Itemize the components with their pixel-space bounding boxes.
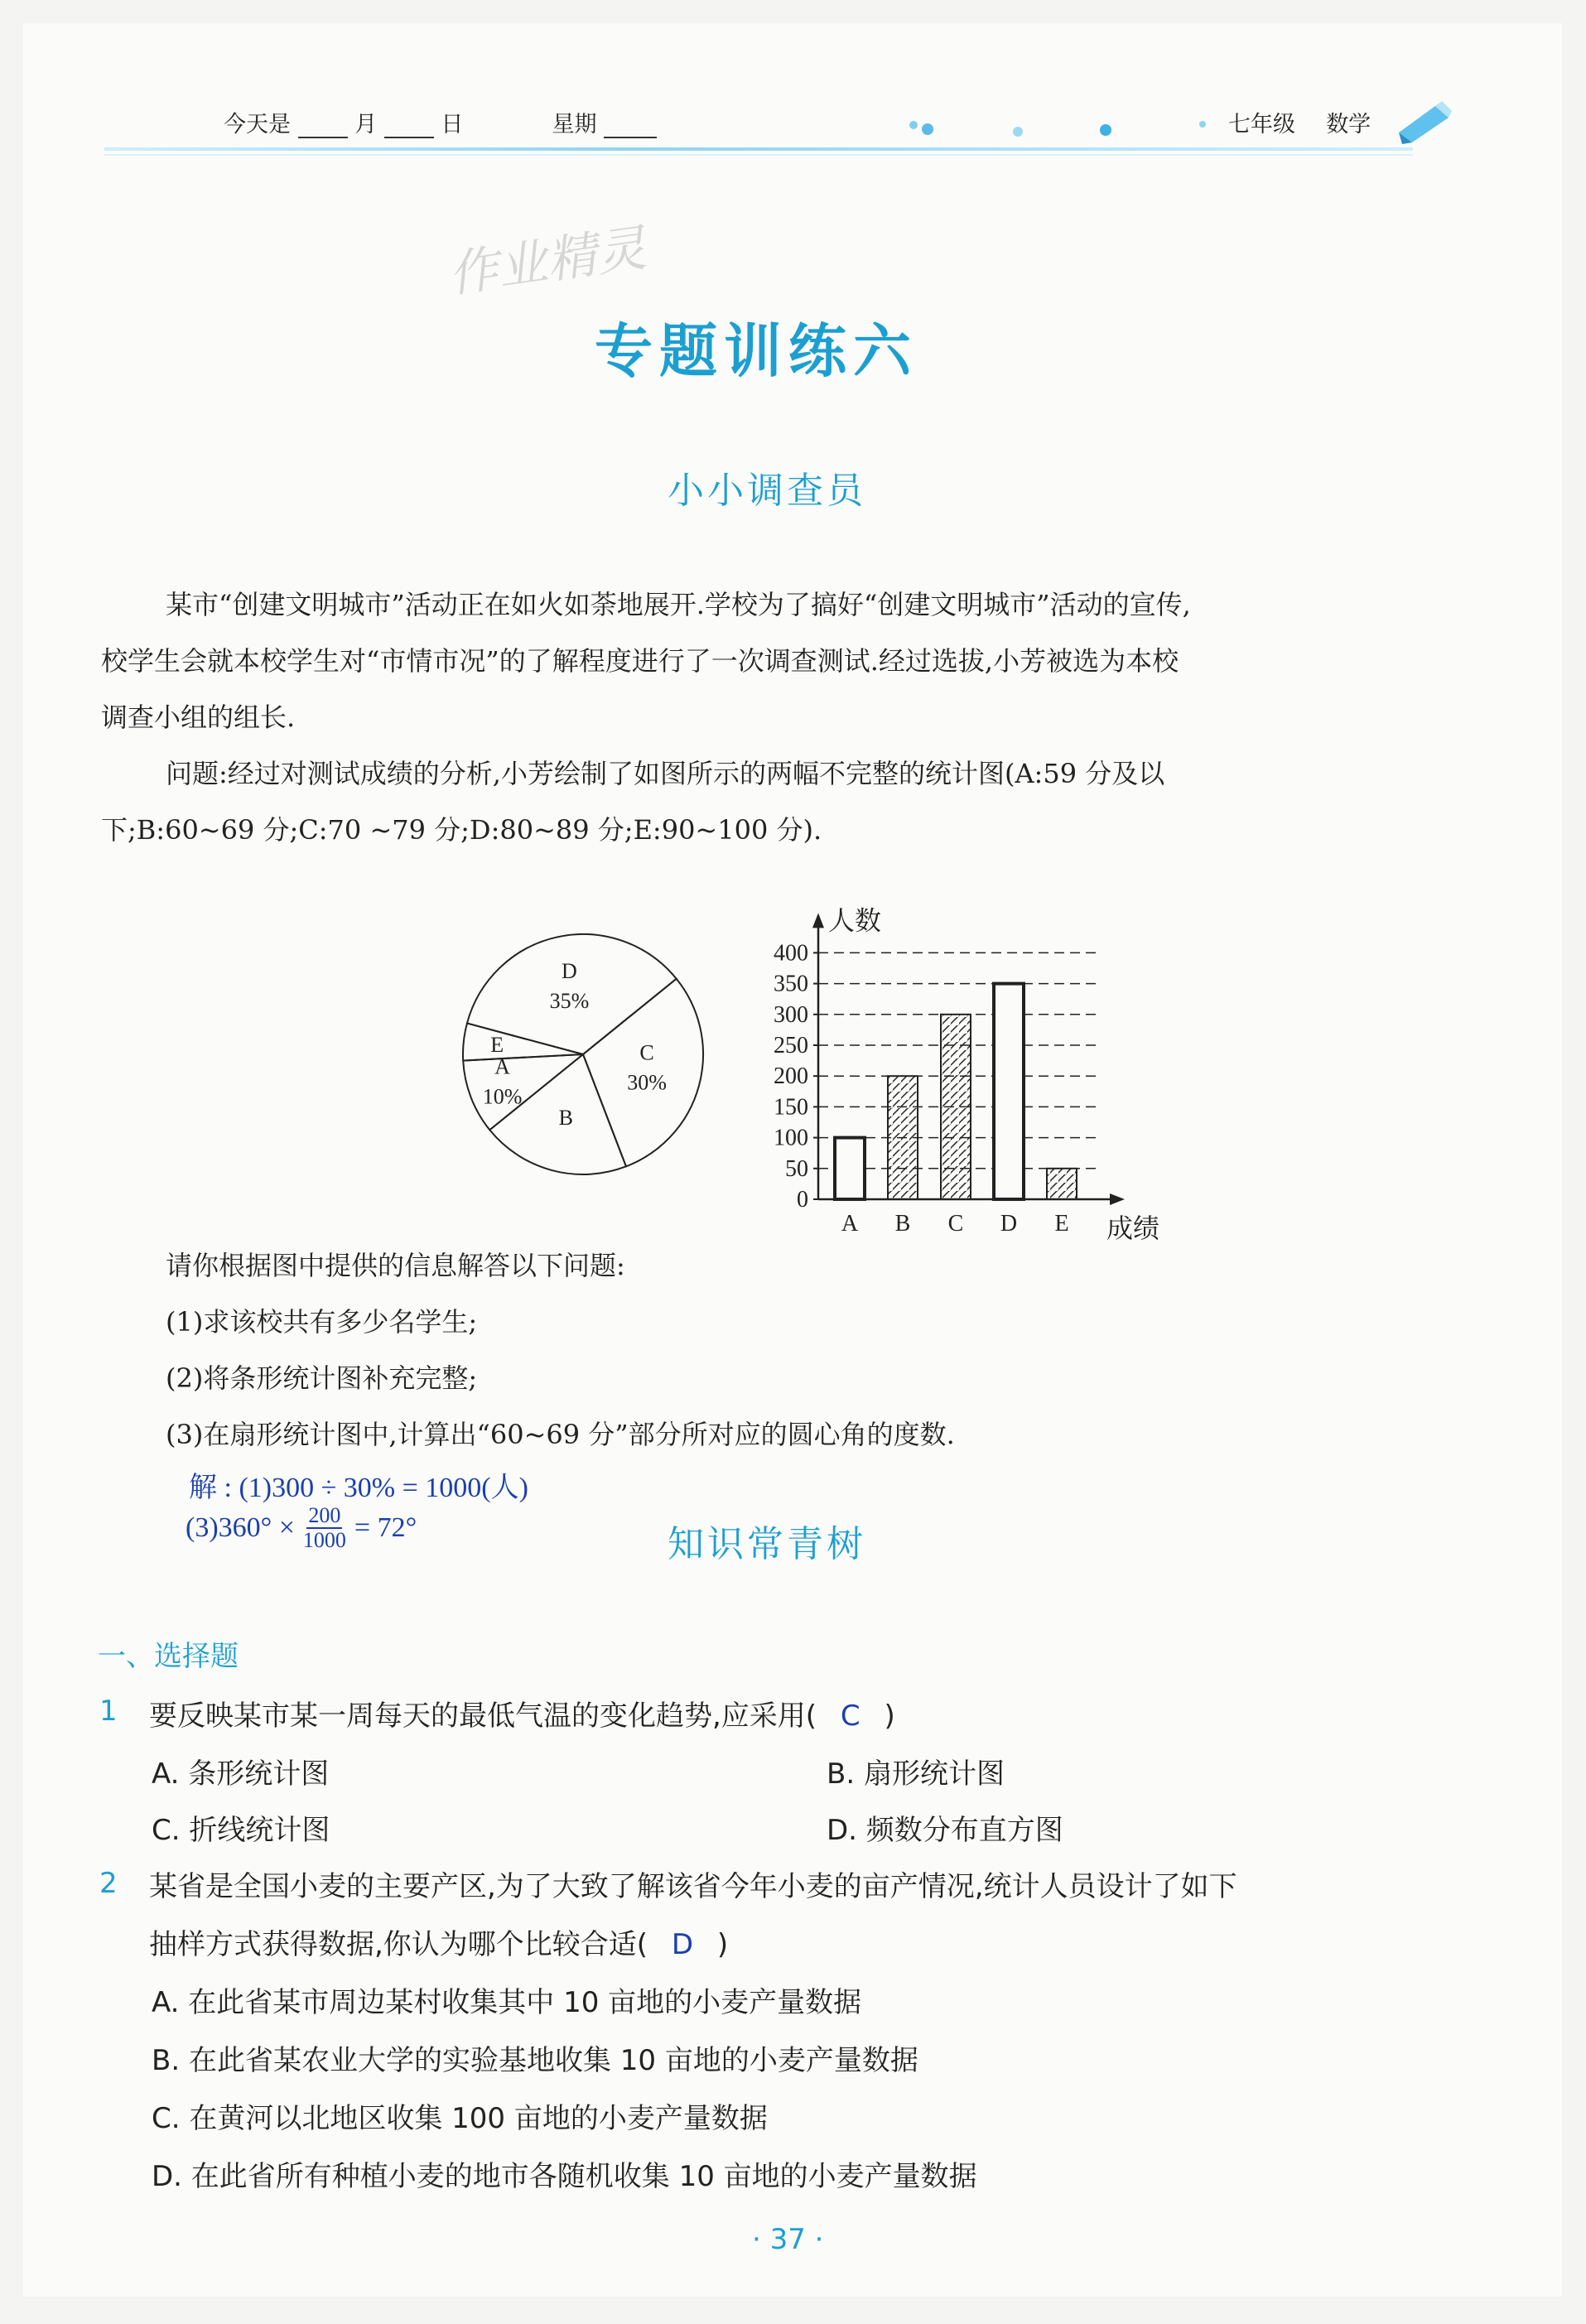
grade-label: 七年级 xyxy=(1228,112,1295,137)
pencil-icon xyxy=(1394,99,1453,146)
pie-chart xyxy=(442,914,724,1195)
paragraph-line: 调查小组的组长. xyxy=(101,702,296,733)
x-tick-label: D xyxy=(1000,1211,1018,1237)
day-label: 日 xyxy=(441,112,464,137)
answer-3-prefix: (3)360° × xyxy=(186,1512,295,1543)
pie-slice-e xyxy=(463,1023,583,1060)
section1-title: 小小调查员 xyxy=(668,470,866,512)
question-prompt: 请你根据图中提供的信息解答以下问题: xyxy=(166,1250,625,1281)
x-axis-label: 成绩 xyxy=(1106,1213,1160,1243)
bar-c xyxy=(941,1015,971,1199)
header-rule xyxy=(104,154,1413,156)
mc-question-2 xyxy=(149,1921,728,1962)
date-label: 今天是 xyxy=(224,112,291,137)
dot-decoration xyxy=(1013,127,1023,137)
pie-label: C xyxy=(639,1040,654,1065)
option-a: A. 条形统计图 xyxy=(152,1757,330,1791)
y-tick-label: 150 xyxy=(774,1094,808,1121)
y-tick-label: 100 xyxy=(774,1125,808,1151)
y-tick-label: 200 xyxy=(774,1063,808,1090)
month-blank xyxy=(298,117,348,138)
date-line xyxy=(224,106,657,138)
x-tick-label: E xyxy=(1054,1211,1069,1237)
grade-subject xyxy=(1228,106,1371,138)
mc-question-1 xyxy=(149,1693,895,1733)
page xyxy=(23,23,1562,2297)
dot-decoration xyxy=(1199,121,1206,128)
option-c: C. 在黄河以北地区收集 100 亩地的小麦产量数据 xyxy=(152,2102,768,2135)
pie-percent-label: 35% xyxy=(549,988,590,1013)
pie-label: A xyxy=(494,1054,510,1079)
dot-decoration xyxy=(922,123,933,135)
question-2: (2)将条形统计图补充完整; xyxy=(166,1362,478,1394)
y-axis-label: 人数 xyxy=(828,905,882,936)
pie-label: E xyxy=(490,1033,504,1058)
paragraph-line: 问题:经过对测试成绩的分析,小芳绘制了如图所示的两幅不完整的统计图(A:59 分及以 xyxy=(166,758,1165,789)
selected-answer: D xyxy=(671,1928,694,1961)
weekday-blank xyxy=(604,117,657,138)
question-text: 抽样方式获得数据,你认为哪个比较合适( xyxy=(149,1928,648,1961)
paragraph-line: 下;B:60~69 分;C:70 ~79 分;D:80~89 分;E:90~100 分). xyxy=(101,814,822,846)
option-d: D. 频数分布直方图 xyxy=(827,1814,1063,1847)
y-tick-label: 350 xyxy=(774,971,808,997)
bar-e xyxy=(1047,1169,1077,1199)
page-title: 专题训练六 xyxy=(595,317,918,385)
option-c: C. 折线统计图 xyxy=(152,1814,330,1847)
section2-title: 知识常青树 xyxy=(668,1523,866,1565)
y-tick-label: 50 xyxy=(785,1155,808,1182)
paragraph-line: 某市“创建文明城市”活动正在如火如荼地展开.学校为了搞好“创建文明城市”活动的宣传, xyxy=(166,589,1191,620)
answer-3-suffix: = 72° xyxy=(354,1512,417,1543)
pie-label: B xyxy=(558,1106,574,1131)
question-close: ) xyxy=(884,1700,895,1733)
fraction-numerator: 200 xyxy=(308,1503,341,1527)
page-number: · 37 · xyxy=(752,2223,824,2256)
option-b: B. 扇形统计图 xyxy=(827,1757,1005,1791)
section-heading: 一、选择题 xyxy=(98,1640,239,1673)
selected-answer: C xyxy=(840,1700,860,1733)
weekday-label: 星期 xyxy=(552,112,597,137)
question-number: 2 xyxy=(99,1867,118,1900)
bar-chart xyxy=(727,868,1191,1257)
option-a: A. 在此省某市周边某村收集其中 10 亩地的小麦产量数据 xyxy=(152,1986,862,2019)
x-tick-label: B xyxy=(894,1211,911,1237)
y-tick-label: 300 xyxy=(774,1001,808,1028)
day-blank xyxy=(384,117,434,138)
question-text: 要反映某市某一周每天的最低气温的变化趋势,应采用( xyxy=(149,1700,817,1733)
fraction-denominator: 1000 xyxy=(302,1528,346,1552)
question-text: 某省是全国小麦的主要产区,为了大致了解该省今年小麦的亩产情况,统计人员设计了如下 xyxy=(149,1870,1237,1903)
question-3: (3)在扇形统计图中,计算出“60~69 分”部分所对应的圆心角的度数. xyxy=(166,1419,955,1450)
x-tick-label: A xyxy=(841,1211,859,1237)
option-d: D. 在此省所有种植小麦的地市各随机收集 10 亩地的小麦产量数据 xyxy=(152,2160,977,2193)
pie-percent-label: 10% xyxy=(482,1084,523,1109)
bar-d xyxy=(994,984,1024,1199)
answer-3 xyxy=(186,1504,417,1552)
option-b: B. 在此省某农业大学的实验基地收集 10 亩地的小麦产量数据 xyxy=(152,2044,918,2077)
x-tick-label: C xyxy=(947,1211,964,1237)
question-number: 1 xyxy=(99,1695,118,1728)
paragraph-line: 校学生会就本校学生对“市情市况”的了解程度进行了一次调查测试.经过选拔,小芳被选为本校 xyxy=(101,645,1179,677)
x-axis-arrow xyxy=(1110,1193,1125,1205)
bar-a xyxy=(835,1138,865,1199)
y-tick-label: 0 xyxy=(797,1187,808,1213)
dot-decoration xyxy=(1100,124,1111,136)
subject-label: 数学 xyxy=(1326,112,1371,137)
watermark: 作业精灵 xyxy=(444,219,650,305)
question-1: (1)求该校共有多少名学生; xyxy=(166,1306,478,1338)
dot-decoration xyxy=(909,121,918,129)
question-close: ) xyxy=(716,1928,729,1961)
y-tick-label: 250 xyxy=(774,1033,808,1058)
bar-b xyxy=(888,1076,918,1199)
y-axis-arrow xyxy=(812,913,824,928)
month-label: 月 xyxy=(354,112,378,137)
pie-label: D xyxy=(562,958,577,983)
fraction xyxy=(303,1504,346,1552)
y-tick-label: 400 xyxy=(774,940,808,967)
pie-percent-label: 30% xyxy=(627,1070,667,1095)
header-rule xyxy=(104,147,1413,151)
answer-1: 解 : (1)300 ÷ 30% = 1000(人) xyxy=(189,1473,528,1503)
